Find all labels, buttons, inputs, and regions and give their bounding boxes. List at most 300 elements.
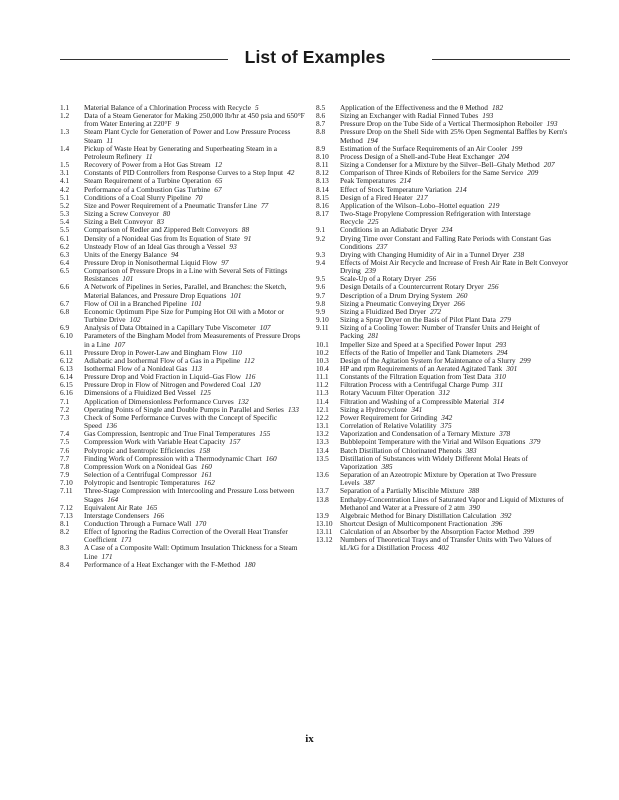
example-number: 9.1	[316, 225, 326, 235]
example-page: 383	[465, 445, 477, 455]
example-number: 3.1	[60, 168, 70, 178]
example-title-wrap	[340, 210, 571, 226]
example-number: 6.14	[60, 372, 73, 382]
example-number: 7.12	[60, 502, 73, 512]
example-number: 13.8	[316, 494, 329, 504]
example-page: 164	[107, 494, 119, 504]
example-page: 162	[203, 478, 215, 488]
example-number: 9.11	[316, 323, 329, 333]
example-title: Polytropic and Isentropic Efficiencies	[84, 445, 196, 455]
example-number: 8.13	[316, 176, 329, 186]
example-page: 97	[221, 257, 229, 267]
example-page: 209	[527, 168, 539, 178]
example-page: 314	[492, 396, 504, 406]
example-number: 9.6	[316, 282, 326, 292]
example-page: 107	[259, 323, 271, 333]
example-page: 80	[162, 209, 171, 219]
example-page: 67	[214, 184, 222, 194]
example-title: Design Details of a Countercurrent Rotary Dryer	[340, 282, 484, 292]
example-title-wrap	[84, 145, 306, 161]
example-number: 13.4	[316, 445, 329, 455]
example-number: 6.16	[60, 388, 73, 398]
example-number: 10.2	[316, 347, 329, 357]
example-title-wrap	[340, 235, 571, 251]
example-title-wrap	[84, 561, 306, 569]
example-entry	[60, 414, 306, 430]
example-page: 279	[499, 315, 511, 325]
example-page: 193	[546, 119, 558, 129]
example-title: Compression Work on a Nonideal Gas	[84, 461, 197, 471]
example-page: 110	[231, 347, 242, 357]
example-page: 387	[363, 478, 375, 488]
example-page: 165	[146, 502, 158, 512]
example-page: 256	[487, 282, 499, 292]
example-entry	[316, 496, 571, 512]
example-title: Pressure Drop on the Tube Side of a Vertical Thermosiphon Reboiler	[340, 119, 543, 129]
example-number: 8.12	[316, 168, 329, 178]
example-number: 4.2	[60, 184, 70, 194]
example-number: 6.8	[60, 306, 70, 316]
example-title-wrap	[84, 267, 306, 283]
example-title: Analysis of Data Obtained in a Capillary Tube Viscometer	[84, 323, 256, 333]
examples-column-right	[316, 104, 571, 553]
example-title: Economic Optimum Pipe Size for Pumping Hot Oil with a Motor or Turbine Drive	[84, 306, 285, 325]
example-page: 402	[437, 543, 449, 553]
example-title-wrap	[84, 544, 306, 560]
example-number: 9.7	[316, 290, 326, 300]
example-title: Pickup of Waste Heat by Generating and Superheating Steam in a Petroleum Refinery	[84, 143, 278, 161]
example-page: 238	[513, 249, 525, 259]
example-title: Filtration Process with a Centrifugal Charge Pump	[340, 380, 489, 390]
example-title: Calculation of an Absorber by the Absorption Factor Method	[340, 527, 520, 537]
example-entry	[60, 112, 306, 128]
example-title: Sizing a Hydrocyclone	[340, 404, 408, 414]
example-page: 342	[441, 412, 453, 422]
example-number: 8.16	[316, 200, 329, 210]
example-title-wrap	[340, 471, 571, 487]
example-number: 1.1	[60, 103, 70, 112]
example-page: 378	[499, 429, 511, 439]
example-page: 5	[255, 103, 259, 112]
example-number: 7.6	[60, 445, 70, 455]
example-number: 6.12	[60, 355, 73, 365]
example-page: 310	[494, 372, 506, 382]
page-title: List of Examples	[244, 47, 386, 67]
example-title: Power Requirement for Grinding	[340, 412, 438, 422]
example-page: 132	[237, 396, 249, 406]
example-page: 83	[156, 217, 165, 227]
example-number: 11.1	[316, 372, 329, 382]
example-page: 120	[249, 380, 261, 390]
example-title: Units of the Energy Balance	[84, 249, 168, 259]
example-number: 6.15	[60, 380, 73, 390]
example-page: 301	[506, 364, 518, 373]
example-page: 375	[440, 421, 452, 431]
example-number: 7.3	[60, 412, 70, 422]
example-page: 299	[519, 355, 531, 365]
example-page: 136	[105, 421, 117, 431]
examples-column-left	[60, 104, 306, 569]
example-title-wrap	[340, 536, 571, 552]
example-page: 91	[244, 233, 252, 243]
example-number: 13.6	[316, 470, 329, 480]
example-page: 390	[468, 502, 480, 512]
example-title: Equivalent Air Rate	[84, 502, 143, 512]
example-page: 341	[411, 404, 423, 414]
example-title: Parameters of the Bingham Model from Measurements of Pressure Drops in a Line	[84, 331, 301, 349]
page-number: ix	[305, 733, 314, 745]
example-entry	[60, 487, 306, 503]
example-title-wrap	[84, 414, 306, 430]
example-title: HP and rpm Requirements of an Aerated Agitated Tank	[340, 364, 503, 373]
example-number: 8.1	[60, 518, 70, 528]
example-title: Separation of an Azeotropic Mixture by Operation at Two Pressure Levels	[340, 470, 537, 488]
example-number: 10.4	[316, 364, 329, 373]
example-title: Impeller Size and Speed at a Specified Power Input	[340, 339, 492, 349]
example-page: 180	[244, 559, 256, 569]
example-title: Comparison of Redler and Zippered Belt Conveyors	[84, 225, 238, 235]
example-page: 311	[492, 380, 504, 390]
example-title: Drying Time over Constant and Falling Rate Periods with Constant Gas Conditions	[340, 233, 551, 251]
example-number: 13.12	[316, 535, 333, 545]
example-number: 7.9	[60, 470, 70, 480]
example-title: Performance of a Heat Exchanger with the F-Method	[84, 559, 241, 569]
example-title: Sizing a Spray Dryer on the Basis of Pilot Plant Data	[340, 315, 496, 325]
example-title: Filtration and Washing of a Compressible Material	[340, 396, 489, 406]
example-page: 399	[523, 527, 535, 537]
example-page: 234	[441, 225, 453, 235]
example-number: 13.10	[316, 518, 333, 528]
example-title-wrap	[84, 308, 306, 324]
example-number: 7.5	[60, 437, 70, 447]
example-number: 9.10	[316, 315, 329, 325]
example-title: Enthalpy-Concentration Lines of Saturated Vapor and Liquid of Mixtures of Methanol and Water at a Pressure of 2 atm	[340, 494, 564, 512]
example-title: Application of the Wilson–Lobo–Hottel equation	[340, 200, 485, 210]
example-title: Pressure Drop and Void Fraction in Liquid–Gas Flow	[84, 372, 241, 382]
example-page: 160	[265, 453, 277, 463]
example-page: 88	[241, 225, 250, 235]
example-title-wrap	[84, 332, 306, 348]
example-title: Dimensions of a Fluidized Bed Vessel	[84, 388, 196, 398]
example-number: 9.4	[316, 257, 326, 267]
example-title-wrap	[340, 259, 571, 275]
example-page: 260	[456, 290, 468, 300]
example-title: Material Balance of a Chlorination Process with Recycle	[84, 103, 252, 112]
example-entry	[60, 561, 306, 569]
example-page: 312	[438, 388, 450, 398]
example-title: Adiabatic and Isothermal Flow of a Gas in a Pipeline	[84, 355, 241, 365]
example-title: Effects of Moist Air Recycle and Increase of Fresh Air Rate in Belt Conveyor Drying	[340, 257, 569, 276]
example-number: 8.9	[316, 143, 326, 153]
example-title-wrap	[84, 487, 306, 503]
example-entry	[60, 308, 306, 324]
example-number: 6.1	[60, 233, 70, 243]
example-page: 239	[364, 266, 376, 276]
example-number: 8.4	[60, 559, 70, 569]
example-page: 101	[230, 290, 242, 300]
example-page: 281	[367, 331, 379, 341]
example-entry	[316, 259, 571, 275]
example-number: 5.5	[60, 225, 70, 235]
example-title: Compression Work with Variable Heat Capacity	[84, 437, 226, 447]
example-title: Performance of a Combustion Gas Turbine	[84, 184, 211, 194]
example-page: 42	[287, 168, 295, 178]
example-title: Application of Dimensionless Performance Curves	[84, 396, 234, 406]
example-number: 5.4	[60, 217, 70, 227]
example-number: 7.1	[60, 396, 70, 406]
example-page: 182	[491, 103, 503, 112]
example-number: 8.11	[316, 160, 329, 170]
example-number: 6.13	[60, 364, 73, 373]
example-page: 101	[122, 274, 134, 284]
example-number: 6.6	[60, 282, 70, 292]
example-number: 1.4	[60, 143, 70, 153]
example-page: 217	[416, 192, 428, 202]
example-title: Drying with Changing Humidity of Air in a Tunnel Dryer	[340, 249, 510, 259]
example-number: 12.2	[316, 412, 329, 422]
example-title: Conditions of a Coal Slurry Pipeline	[84, 192, 192, 202]
example-page: 158	[199, 445, 211, 455]
example-page: 93	[229, 241, 237, 251]
example-title: Selection of a Centrifugal Compressor	[84, 470, 197, 480]
example-title: Vaporization and Condensation of a Ternary Mixture	[340, 429, 496, 439]
example-page: 155	[259, 429, 271, 439]
example-title: Scale-Up of a Rotary Dryer	[340, 274, 422, 284]
example-title: Correlation of Relative Volatility	[340, 421, 437, 431]
example-title: Conditions in an Adiabatic Dryer	[340, 225, 438, 235]
example-title: Flow of Oil in a Branched Pipeline	[84, 298, 187, 308]
example-number: 13.5	[316, 453, 329, 463]
example-number: 7.2	[60, 404, 70, 414]
example-number: 8.8	[316, 127, 326, 137]
example-number: 7.13	[60, 510, 73, 520]
example-number: 1.5	[60, 160, 70, 170]
example-number: 13.9	[316, 510, 329, 520]
example-title: Three-Stage Compression with Intercooling and Pressure Loss between Stages	[84, 486, 295, 504]
example-number: 6.4	[60, 257, 70, 267]
example-page: 65	[215, 176, 223, 186]
example-page: 9	[175, 119, 180, 129]
example-page: 94	[171, 249, 179, 259]
example-page: 133	[287, 404, 299, 414]
example-page: 385	[381, 461, 393, 471]
example-title: Design of the Agitation System for Maintenance of a Slurry	[340, 355, 516, 365]
example-number: 7.10	[60, 478, 73, 488]
example-page: 70	[195, 192, 203, 202]
example-page: 193	[482, 111, 494, 121]
example-entry	[60, 283, 306, 299]
example-title: Sizing a Belt Conveyor	[84, 217, 153, 227]
example-title-wrap	[84, 128, 306, 144]
example-title: Unsteady Flow of an Ideal Gas through a Vessel	[84, 241, 226, 251]
example-page: 294	[496, 347, 508, 357]
example-number: 13.11	[316, 527, 333, 537]
example-number: 12.1	[316, 404, 329, 414]
example-page: 207	[543, 160, 555, 170]
example-page: 11	[106, 135, 114, 145]
example-page: 112	[244, 355, 255, 365]
example-number: 9.9	[316, 306, 326, 316]
example-title: Gas Compression, Isentropic and True Final Temperatures	[84, 429, 256, 439]
example-title: Distillation of Substances with Widely Different Molal Heats of Vaporization	[340, 453, 528, 471]
example-title-wrap	[340, 128, 571, 144]
example-number: 1.3	[60, 127, 70, 137]
example-number: 9.2	[316, 233, 326, 243]
example-number: 6.5	[60, 266, 70, 276]
example-page: 171	[101, 551, 113, 561]
example-title: Sizing a Screw Conveyor	[84, 209, 159, 219]
example-number: 5.3	[60, 209, 70, 219]
example-number: 8.6	[316, 111, 326, 121]
example-page: 199	[511, 143, 523, 153]
example-number: 8.2	[60, 527, 70, 537]
example-number: 5.1	[60, 192, 70, 202]
example-page: 379	[529, 437, 541, 447]
example-title-wrap	[84, 283, 306, 299]
example-title-wrap	[340, 324, 571, 340]
example-title: Density of a Nonideal Gas from Its Equation of State	[84, 233, 241, 243]
example-number: 7.11	[60, 486, 73, 496]
example-number: 9.8	[316, 298, 326, 308]
example-title: Shortcut Design of Multicomponent Fractionation	[340, 518, 488, 528]
example-page: 392	[500, 510, 512, 520]
example-entry	[316, 471, 571, 487]
example-number: 4.1	[60, 176, 70, 186]
example-title: Bubblepoint Temperature with the Virial and Wilson Equations	[340, 437, 526, 447]
example-number: 13.7	[316, 486, 329, 496]
example-page: 11	[145, 151, 153, 161]
example-number: 10.1	[316, 339, 329, 349]
example-page: 204	[498, 151, 510, 161]
example-title: Recovery of Power from a Hot Gas Stream	[84, 160, 211, 170]
example-title: Sizing a Condenser for a Mixture by the Silver–Bell–Ghaly Method	[340, 160, 540, 170]
example-title: Data of a Steam Generator for Making 250,000 lb/hr at 450 psia and 650°F from Water Entering at 220°F	[84, 111, 305, 129]
example-number: 6.11	[60, 347, 73, 357]
example-title: Peak Temperatures	[340, 176, 396, 186]
example-title: Description of a Drum Drying System	[340, 290, 453, 300]
example-page: 107	[114, 339, 126, 349]
example-title: Constants of PID Controllers from Response Curves to a Step Input	[84, 168, 284, 178]
example-entry	[316, 455, 571, 471]
example-page: 171	[120, 535, 132, 545]
example-entry	[316, 324, 571, 340]
example-page: 396	[491, 518, 503, 528]
example-page: 266	[453, 298, 465, 308]
example-page: 388	[468, 486, 480, 496]
example-number: 7.7	[60, 453, 70, 463]
example-title: Interstage Condensers	[84, 510, 150, 520]
example-number: 13.2	[316, 429, 329, 439]
example-number: 7.4	[60, 429, 70, 439]
example-title-wrap	[84, 112, 306, 128]
example-number: 10.3	[316, 355, 329, 365]
example-title: Finding Work of Compression with a Thermodynamic Chart	[84, 453, 262, 463]
example-entry	[60, 128, 306, 144]
example-number: 13.1	[316, 421, 329, 431]
example-page: 194	[366, 135, 378, 145]
example-entry	[316, 128, 571, 144]
example-page: 214	[455, 184, 467, 194]
example-title: Application of the Effectiveness and the θ Method	[340, 103, 488, 112]
example-title: Process Design of a Shell-and-Tube Heat Exchanger	[340, 151, 495, 161]
example-title: Pressure Drop in Nonisothermal Liquid Flow	[84, 257, 218, 267]
example-page: 214	[399, 176, 411, 186]
example-number: 1.2	[60, 111, 70, 121]
example-title: Polytropic and Isentropic Temperatures	[84, 478, 200, 488]
example-page: 256	[425, 274, 437, 284]
example-entry	[316, 210, 571, 226]
example-title: Check of Some Performance Curves with the Concept of Specific Speed	[84, 412, 278, 431]
example-page: 125	[199, 388, 211, 398]
example-number: 8.10	[316, 151, 329, 161]
example-entry	[316, 235, 571, 251]
example-number: 6.9	[60, 323, 70, 333]
example-entry	[60, 544, 306, 560]
example-title: Size and Power Requirement of a Pneumatic Transfer Line	[84, 200, 257, 210]
example-number: 8.14	[316, 184, 329, 194]
example-title-wrap	[340, 496, 571, 512]
example-number: 9.3	[316, 249, 326, 259]
example-title: Operating Points of Single and Double Pumps in Parallel and Series	[84, 404, 284, 414]
example-number: 11.4	[316, 396, 329, 406]
example-page: 166	[153, 510, 165, 520]
example-title: A Network of Pipelines in Series, Parallel, and Branches: the Sketch, Material Balances, and Pressure Drop Equations	[84, 282, 287, 300]
example-title: Effects of the Ratio of Impeller and Tank Diameters	[340, 347, 493, 357]
example-page: 12	[214, 160, 222, 170]
example-number: 13.3	[316, 437, 329, 447]
example-page: 160	[200, 461, 212, 471]
example-number: 8.5	[316, 103, 326, 112]
example-page: 77	[260, 200, 269, 210]
example-title: Algebraic Method for Binary Distillation Calculation	[340, 510, 497, 520]
example-title: Batch Distillation of Chlorinated Phenols	[340, 445, 462, 455]
example-page: 101	[190, 298, 202, 308]
example-entry	[60, 332, 306, 348]
example-title: Design of a Fired Heater	[340, 192, 413, 202]
example-title: A Case of a Composite Wall: Optimum Insulation Thickness for a Steam Line	[84, 543, 298, 561]
example-title: Separation of a Partially Miscible Mixture	[340, 486, 465, 496]
example-number: 6.2	[60, 241, 70, 251]
example-entry	[316, 536, 571, 552]
example-title: Sizing of a Cooling Tower: Number of Transfer Units and Height of Packing	[340, 323, 540, 341]
example-number: 11.2	[316, 380, 329, 390]
example-title: Pressure Drop in Power-Law and Bingham Flow	[84, 347, 228, 357]
example-title: Pressure Drop on the Shell Side with 25% Open Segmental Baffles by Kern's Method	[340, 127, 568, 145]
example-page: 161	[201, 470, 213, 480]
example-title: Estimation of the Surface Requirements of an Air Cooler	[340, 143, 508, 153]
example-number: 8.3	[60, 543, 70, 553]
example-entry	[60, 145, 306, 161]
example-page: 219	[488, 200, 500, 210]
example-number: 8.7	[316, 119, 326, 129]
example-title: Comparison of Three Kinds of Reboilers for the Same Service	[340, 168, 524, 178]
example-title: Sizing a Pneumatic Conveying Dryer	[340, 298, 450, 308]
example-page: 102	[129, 315, 141, 325]
example-number: 5.2	[60, 200, 70, 210]
example-title: Sizing an Exchanger with Radial Finned Tubes	[340, 111, 479, 121]
example-title: Constants of the Filtration Equation from Test Data	[340, 372, 491, 382]
example-number: 7.8	[60, 461, 70, 471]
example-title: Steam Plant Cycle for Generation of Power and Low Pressure Process Steam	[84, 127, 291, 145]
example-page: 113	[191, 364, 202, 373]
title-rule-right	[432, 59, 570, 60]
example-page: 116	[245, 372, 256, 382]
example-title: Steam Requirement of a Turbine Operation	[84, 176, 212, 186]
example-page: 272	[430, 306, 442, 316]
example-page: 293	[495, 339, 507, 349]
example-number: 11.3	[316, 388, 329, 398]
example-entry	[60, 267, 306, 283]
